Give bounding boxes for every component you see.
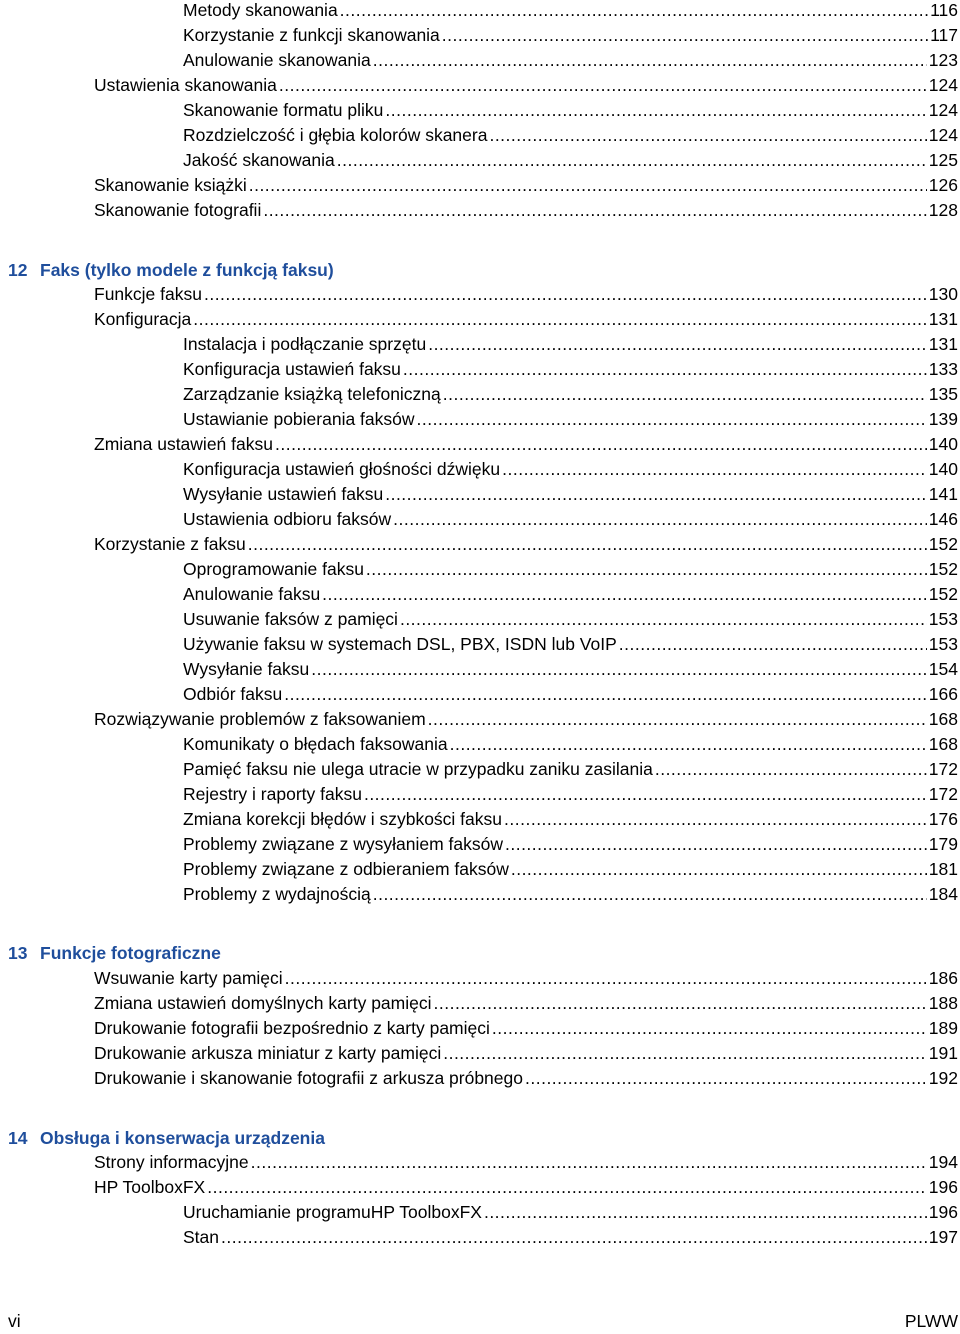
toc-entry-page: 131 (928, 309, 958, 329)
toc-entry-label: Zarządzanie książką telefoniczną (183, 384, 441, 404)
toc-entry-page: 124 (928, 75, 958, 95)
toc-entry-label: Rozdzielczość i głębia kolorów skanera (183, 125, 488, 145)
toc-entry[interactable] (183, 1225, 958, 1250)
toc-entry[interactable] (94, 73, 958, 98)
toc-entry[interactable] (183, 123, 958, 148)
dot-leader (442, 23, 928, 48)
toc-entry-label: Korzystanie z faksu (94, 534, 246, 554)
toc-entry-label: Zmiana korekcji błędów i szybkości faksu (183, 809, 503, 829)
toc-entry-label: Skanowanie formatu pliku (183, 100, 384, 120)
toc-entry[interactable] (183, 882, 958, 907)
toc-entry-label: Wysyłanie ustawień faksu (183, 484, 384, 504)
toc-entry-label: Ustawienia skanowania (94, 75, 277, 95)
dot-leader (364, 782, 927, 807)
dot-leader (619, 632, 927, 657)
toc-entry[interactable] (183, 23, 958, 48)
toc-entry-label: Konfiguracja ustawień faksu (183, 359, 401, 379)
toc-entry[interactable] (183, 48, 958, 73)
toc-entry-page: 152 (928, 559, 958, 579)
toc-entry-page: 166 (928, 684, 958, 704)
toc-entry-label: Pamięć faksu nie ulega utracie w przypadku zaniku zasilania (183, 759, 653, 779)
toc-entry[interactable] (94, 1175, 958, 1200)
dot-leader (263, 198, 926, 223)
toc-entry-label: Usuwanie faksów z pamięci (183, 609, 398, 629)
dot-leader (417, 407, 927, 432)
toc-entry-label: Uruchamianie programuHP ToolboxFX (183, 1202, 482, 1222)
toc-entry-label: Drukowanie fotografii bezpośrednio z karty pamięci (94, 1018, 490, 1038)
footer-page-number: vi (8, 1311, 21, 1331)
toc-entry-page: 189 (928, 1018, 958, 1038)
dot-leader (443, 382, 927, 407)
toc-entry[interactable] (94, 1041, 958, 1066)
toc-entry-page: 188 (928, 993, 958, 1013)
toc-entry[interactable] (94, 173, 958, 198)
toc-entry[interactable] (183, 148, 958, 173)
toc-entry-page: 124 (928, 125, 958, 145)
toc-entry-label: Problemy z wydajnością (183, 884, 371, 904)
toc-entry-page: 186 (928, 968, 958, 988)
toc-entry-page: 196 (928, 1177, 958, 1197)
toc-entry-page: 123 (928, 50, 958, 70)
toc-entry[interactable] (183, 0, 958, 23)
toc-entry[interactable] (183, 1200, 958, 1225)
toc-entry-page: 153 (928, 609, 958, 629)
chapter-number: 14 (8, 1128, 28, 1148)
dot-leader (285, 966, 927, 991)
toc-entry[interactable] (183, 757, 958, 782)
dot-leader (284, 682, 927, 707)
toc-entry-page: 141 (928, 484, 958, 504)
dot-leader (484, 1200, 927, 1225)
toc-entry-page: 194 (928, 1152, 958, 1172)
toc-entry-label: Strony informacyjne (94, 1152, 249, 1172)
toc-entry-page: 133 (928, 359, 958, 379)
toc-entry-label: Konfiguracja ustawień głośności dźwięku (183, 459, 501, 479)
toc-entry-label: Stan (183, 1227, 219, 1247)
toc-entry-page: 139 (928, 409, 958, 429)
dot-leader (337, 148, 927, 173)
dot-leader (428, 707, 927, 732)
toc-entry[interactable] (94, 1150, 958, 1175)
toc-entry-label: Metody skanowania (183, 0, 338, 20)
toc-entry-label: Ustawienia odbioru faksów (183, 509, 392, 529)
dot-leader (275, 432, 927, 457)
dot-leader (655, 757, 927, 782)
toc-entry[interactable] (94, 1016, 958, 1041)
chapter-title: Obsługa i konserwacja urządzenia (40, 1128, 325, 1148)
toc-entry[interactable] (94, 198, 958, 223)
toc-entry-label: Instalacja i podłączanie sprzętu (183, 334, 427, 354)
toc-entry-page: 172 (928, 784, 958, 804)
toc-entry-page: 192 (928, 1068, 958, 1088)
dot-leader (492, 1016, 927, 1041)
toc-entry[interactable] (183, 657, 958, 682)
dot-leader (393, 507, 927, 532)
toc-entry-page: 152 (928, 584, 958, 604)
toc-entry[interactable] (183, 857, 958, 882)
chapter-title: Funkcje fotograficzne (40, 943, 221, 963)
toc-entry-page: 184 (928, 884, 958, 904)
toc-entry-label: Oprogramowanie faksu (183, 559, 364, 579)
toc-entry-page: 116 (930, 0, 958, 20)
dot-leader (511, 857, 927, 882)
toc-entry[interactable] (183, 357, 958, 382)
toc-entry-page: 146 (928, 509, 958, 529)
toc-entry[interactable] (94, 532, 958, 557)
toc-entry-label: HP ToolboxFX (94, 1177, 206, 1197)
toc-entry[interactable] (183, 782, 958, 807)
toc-entry[interactable] (94, 1066, 958, 1091)
toc-entry[interactable] (183, 507, 958, 532)
toc-entry-label: Skanowanie książki (94, 175, 247, 195)
toc-entry-label: Używanie faksu w systemach DSL, PBX, ISDN lub VoIP (183, 634, 617, 654)
toc-entry-label: Zmiana ustawień faksu (94, 434, 273, 454)
dot-leader (311, 657, 927, 682)
dot-leader (428, 332, 927, 357)
toc-entry-label: Funkcje faksu (94, 284, 202, 304)
toc-entry-label: Wysyłanie faksu (183, 659, 310, 679)
dot-leader (373, 882, 927, 907)
toc-entry-page: 181 (928, 859, 958, 879)
toc-entry-label: Konfiguracja (94, 309, 192, 329)
toc-entry-page: 168 (928, 734, 958, 754)
toc-entry-page: 168 (928, 709, 958, 729)
toc-entry[interactable] (183, 682, 958, 707)
toc-entry[interactable] (183, 332, 958, 357)
toc-entry-page: 131 (928, 334, 958, 354)
toc-entry-page: 197 (928, 1227, 958, 1247)
dot-leader (204, 282, 927, 307)
toc-entry-label: Jakość skanowania (183, 150, 335, 170)
dot-leader (385, 482, 927, 507)
toc-entry-page: 172 (928, 759, 958, 779)
chapter-heading (8, 1126, 325, 1151)
toc-entry-label: Zmiana ustawień domyślnych karty pamięci (94, 993, 432, 1013)
toc-entry[interactable] (183, 732, 958, 757)
toc-entry-label: Skanowanie fotografii (94, 200, 262, 220)
toc-entry-label: Rozwiązywanie problemów z faksowaniem (94, 709, 426, 729)
toc-entry-label: Problemy związane z odbieraniem faksów (183, 859, 509, 879)
dot-leader (403, 357, 927, 382)
toc-entry[interactable] (183, 582, 958, 607)
toc-entry[interactable] (183, 482, 958, 507)
toc-entry[interactable] (94, 432, 958, 457)
dot-leader (525, 1066, 927, 1091)
toc-entry[interactable] (183, 607, 958, 632)
toc-entry-page: 126 (928, 175, 958, 195)
toc-entry-page: 176 (928, 809, 958, 829)
dot-leader (340, 0, 928, 23)
toc-entry-label: Odbiór faksu (183, 684, 283, 704)
dot-leader (434, 991, 927, 1016)
dot-leader (249, 173, 927, 198)
toc-entry[interactable] (94, 307, 958, 332)
dot-leader (366, 557, 927, 582)
toc-entry-page: 135 (928, 384, 958, 404)
toc-entry-page: 196 (928, 1202, 958, 1222)
chapter-heading (8, 941, 221, 966)
chapter-number: 12 (8, 260, 28, 280)
toc-entry-page: 154 (928, 659, 958, 679)
toc-entry-label: Wsuwanie karty pamięci (94, 968, 283, 988)
toc-entry-page: 140 (928, 459, 958, 479)
dot-leader (193, 307, 927, 332)
toc-entry-page: 117 (930, 25, 958, 45)
toc-entry[interactable] (94, 282, 958, 307)
dot-leader (502, 457, 927, 482)
toc-entry-page: 124 (928, 100, 958, 120)
toc-entry[interactable] (183, 557, 958, 582)
toc-entry-label: Problemy związane z wysyłaniem faksów (183, 834, 503, 854)
dot-leader (251, 1150, 927, 1175)
toc-entry-page: 140 (928, 434, 958, 454)
dot-leader (443, 1041, 927, 1066)
toc-entry[interactable] (183, 382, 958, 407)
toc-entry-label: Rejestry i raporty faksu (183, 784, 362, 804)
dot-leader (221, 1225, 927, 1250)
dot-leader (504, 807, 927, 832)
toc-entry[interactable] (183, 457, 958, 482)
toc-entry-label: Drukowanie i skanowanie fotografii z arkusza próbnego (94, 1068, 523, 1088)
toc-entry[interactable] (183, 98, 958, 123)
dot-leader (505, 832, 927, 857)
footer-code: PLWW (904, 1311, 958, 1331)
toc-entry-label: Korzystanie z funkcji skanowania (183, 25, 440, 45)
toc-entry-label: Anulowanie skanowania (183, 50, 371, 70)
chapter-heading (8, 258, 334, 283)
dot-leader (279, 73, 927, 98)
toc-entry[interactable] (94, 707, 958, 732)
chapter-number: 13 (8, 943, 28, 963)
toc-entry-page: 128 (928, 200, 958, 220)
toc-entry[interactable] (183, 832, 958, 857)
dot-leader (207, 1175, 927, 1200)
dot-leader (248, 532, 927, 557)
toc-entry[interactable] (183, 807, 958, 832)
toc-entry-page: 191 (928, 1043, 958, 1063)
chapter-title: Faks (tylko modele z funkcją faksu) (40, 260, 334, 280)
toc-entry[interactable] (94, 991, 958, 1016)
toc-entry[interactable] (94, 966, 958, 991)
toc-entry-label: Ustawianie pobierania faksów (183, 409, 415, 429)
dot-leader (322, 582, 927, 607)
toc-entry-label: Drukowanie arkusza miniatur z karty pamięci (94, 1043, 442, 1063)
dot-leader (450, 732, 927, 757)
toc-entry[interactable] (183, 632, 958, 657)
dot-leader (385, 98, 926, 123)
toc-entry-page: 152 (928, 534, 958, 554)
toc-entry[interactable] (183, 407, 958, 432)
dot-leader (489, 123, 926, 148)
toc-entry-page: 125 (928, 150, 958, 170)
toc-entry-page: 130 (928, 284, 958, 304)
toc-entry-label: Anulowanie faksu (183, 584, 321, 604)
dot-leader (400, 607, 927, 632)
dot-leader (373, 48, 927, 73)
toc-entry-page: 153 (928, 634, 958, 654)
toc-entry-page: 179 (928, 834, 958, 854)
toc-entry-label: Komunikaty o błędach faksowania (183, 734, 448, 754)
